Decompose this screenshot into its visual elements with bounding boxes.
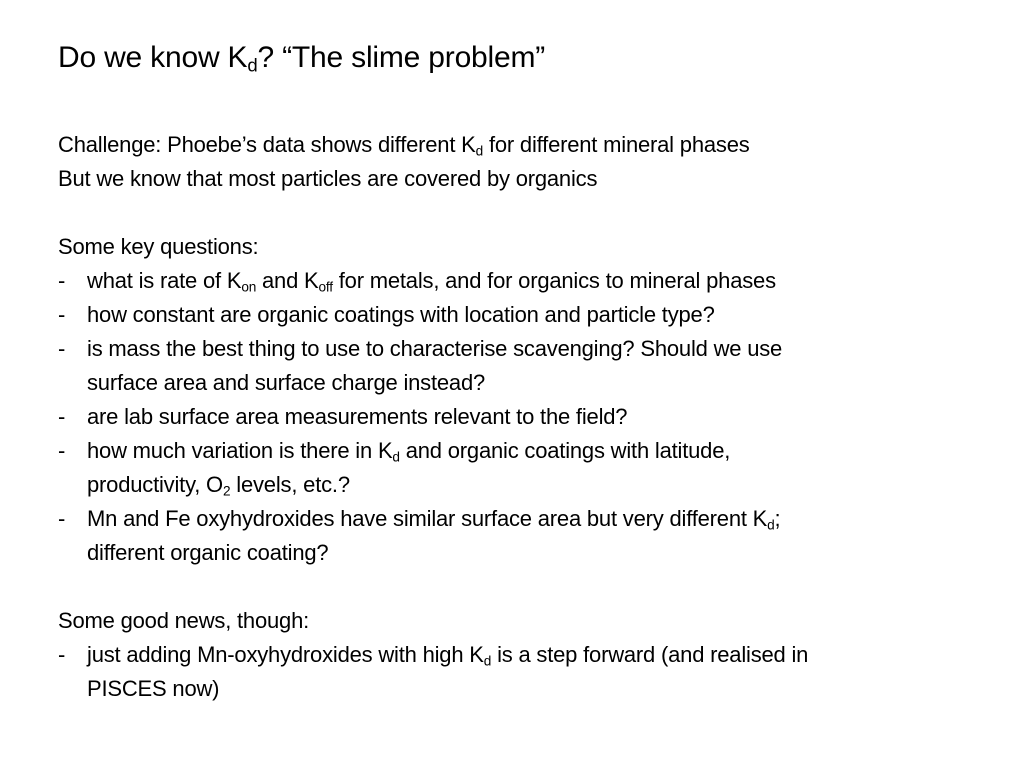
title-text-part1: Do we know K: [58, 41, 248, 74]
slide-title: [58, 38, 545, 78]
question-1-text: [87, 264, 988, 298]
q1-part2: and K: [256, 268, 319, 293]
question-5-line-1: [87, 434, 988, 468]
question-6-line-1: [87, 502, 988, 536]
q6-part1: Mn and Fe oxyhydroxides have similar surface area but very different K: [87, 506, 768, 531]
q1-part3: for metals, and for organics to mineral phases: [332, 268, 776, 293]
challenge-text-part1: Challenge: Phoebe’s data shows different K: [58, 132, 476, 157]
bullet-dash: -: [58, 642, 66, 667]
q5-sub-d: d: [392, 449, 400, 465]
question-bullet-4: [58, 400, 988, 434]
bullet-dash: -: [58, 438, 66, 463]
q5-part2: and organic coatings with latitude,: [399, 438, 731, 463]
good-news-line-1: [87, 638, 988, 672]
good-news-heading: Some good news, though:: [58, 608, 310, 633]
q5-part1: how much variation is there in K: [87, 438, 393, 463]
gn-part2: is a step forward (and realised in: [491, 642, 809, 667]
bullet-dash: -: [58, 302, 66, 327]
question-2-text: how constant are organic coatings with location and particle type?: [87, 302, 715, 327]
challenge-subscript: d: [475, 143, 484, 159]
good-news-bullet-1: [58, 638, 988, 706]
q5-sub-2: 2: [222, 483, 231, 499]
question-4-text: are lab surface area measurements relevant to the field?: [87, 404, 628, 429]
question-bullet-5: [58, 434, 988, 502]
q6-part2: ;: [774, 506, 781, 531]
spacer: [58, 570, 988, 604]
q1-part1: what is rate of K: [87, 268, 242, 293]
bullet-dash: -: [58, 336, 66, 361]
questions-heading: Some key questions:: [58, 234, 259, 259]
question-3-line-1: is mass the best thing to use to characterise scavenging? Should we use: [87, 336, 783, 361]
bullet-dash: -: [58, 268, 66, 293]
bullet-dash: -: [58, 404, 66, 429]
q5-line2-part2: levels, etc.?: [230, 472, 350, 497]
good-news-line-2: PISCES now): [87, 676, 220, 701]
question-6-line-2: different organic coating?: [87, 540, 329, 565]
question-bullet-1: [58, 264, 988, 298]
q1-sub-off: off: [318, 279, 333, 295]
spacer: [58, 196, 988, 230]
question-3-line-2: surface area and surface charge instead?: [87, 370, 486, 395]
bullet-dash: -: [58, 506, 66, 531]
q5-line2-part1: productivity, O: [87, 472, 223, 497]
organics-line: But we know that most particles are covered by organics: [58, 166, 598, 191]
challenge-line: [58, 128, 988, 162]
title-text-part2: ? “The slime problem”: [257, 41, 546, 74]
title-subscript: d: [247, 54, 258, 76]
question-bullet-6: [58, 502, 988, 570]
question-bullet-3: [58, 332, 988, 400]
q1-sub-on: on: [241, 279, 257, 295]
slide-body: [58, 128, 988, 706]
q6-sub-d: d: [767, 517, 775, 533]
gn-part1: just adding Mn-oxyhydroxides with high K: [87, 642, 484, 667]
question-5-line-2: [87, 468, 988, 502]
challenge-text-part2: for different mineral phases: [483, 132, 750, 157]
gn-sub-d: d: [483, 653, 492, 669]
question-bullet-2: [58, 298, 988, 332]
